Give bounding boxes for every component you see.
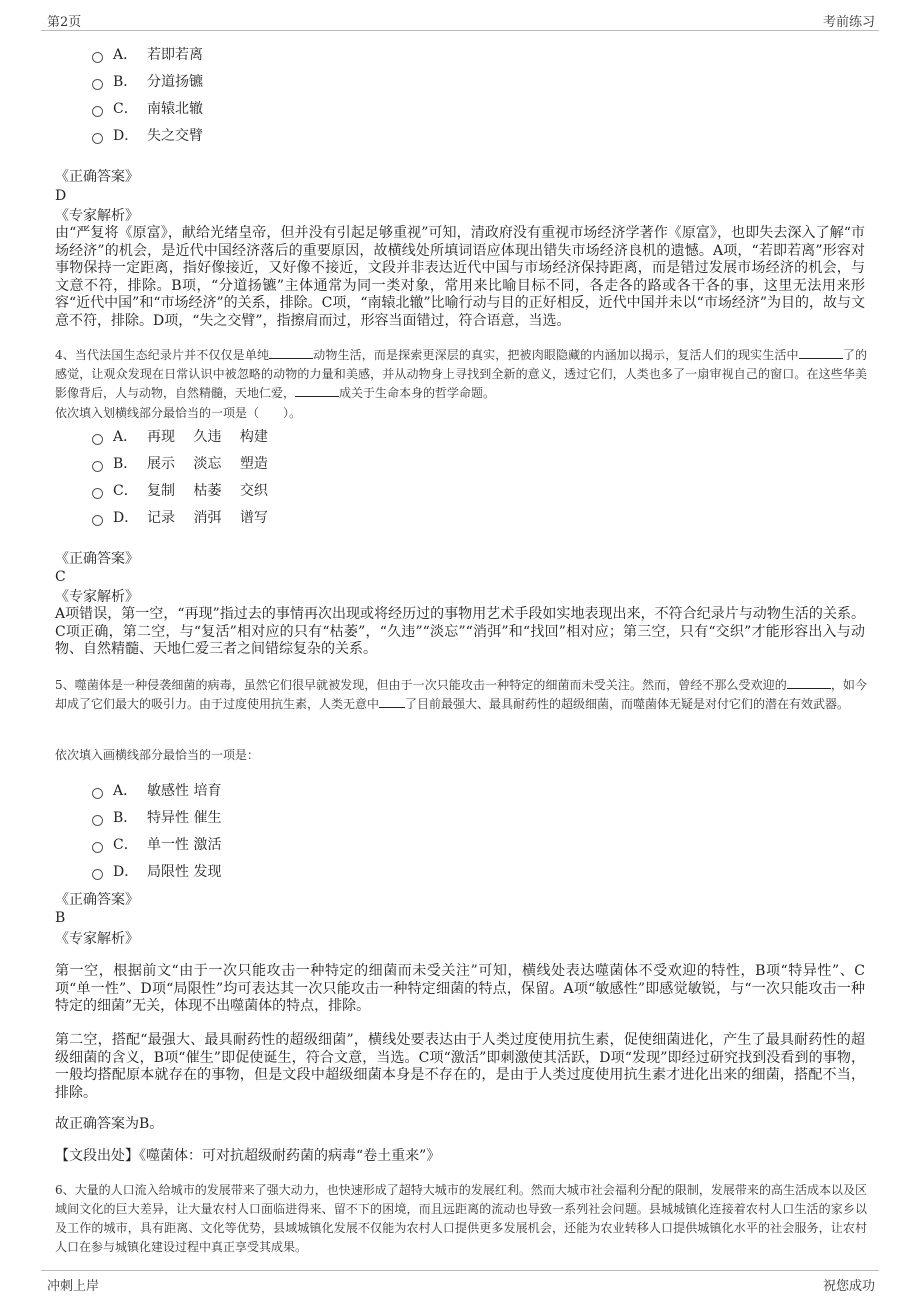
- header-title: 考前练习: [822, 15, 875, 30]
- radio-icon[interactable]: [92, 515, 103, 526]
- radio-icon[interactable]: [92, 434, 103, 445]
- radio-icon[interactable]: [92, 461, 103, 472]
- footer-right: 祝您成功: [822, 1279, 875, 1294]
- q4-option-c[interactable]: C． 复制 枯萎 交织: [92, 480, 268, 502]
- radio-icon[interactable]: [92, 815, 103, 826]
- q6-stem: 6、大量的人口流入给城市的发展带来了强大动力，也快速形成了超特大城市的发展红利。然而大城市社会福利分配的限制，发展带来的高生活成本以及区域间文化的巨大差异，让大量农村人口面临进得来、留不下的困境，而且远距离的流动也导致一系列社会问题。县城城镇化连接着农村人口生活的家乡以及工作的城市，具有距离、文化等优势，县域城镇化发展不仅能为农村人口提供更多发展机会，还能为农业转移人口提供城镇化水平的社会服务，让农村人口在参与城镇化建设过程中真正享受其成果。: [55, 1183, 867, 1254]
- q3-option-c[interactable]: C． 南辕北辙: [92, 98, 203, 120]
- radio-icon[interactable]: [92, 488, 103, 499]
- q4-option-d[interactable]: D． 记录 消弭 谱写: [92, 507, 268, 529]
- radio-icon[interactable]: [92, 133, 103, 144]
- q4-answer: C: [55, 569, 66, 585]
- q5-stem: 5、噬菌体是一种侵袭细菌的病毒，虽然它们很早就被发现，但由于一次只能攻击一种特定的细菌而未受关注。然而，曾经不那么受欢迎的 ，如今却成了它们最大的吸引力。由于过度使用抗生素，人类无意中 了目前最强大、最具耐药性的超级细菌，而噬菌体无疑是对付它们的潜在有效武器。: [55, 678, 867, 711]
- q3-answer: D: [55, 188, 67, 204]
- q5-option-a[interactable]: A． 敏感性 培育: [92, 780, 221, 802]
- q3-option-a[interactable]: A． 若即若离: [92, 44, 203, 66]
- page-header: [41, 8, 879, 31]
- q5-analysis-para-2: 第二空，搭配“最强大、最具耐药性的超级细菌”，横线处要表达由于人类过度使用抗生素，促使细菌进化，产生了最具耐药性的超级细菌的含义，B项“催生”即促使诞生，符合文意，当选。C项“激活”即刺激使其活跃，D项“发现”即经过研究找到没看到的事物，一般均搭配原本就存在的事物，但是文段中超级细菌本身是不存在的，是由于人类过度使用抗生素才进化出来的细菌，搭配不当，排除。: [55, 1032, 865, 1101]
- blank-line: [295, 384, 339, 397]
- radio-icon[interactable]: [92, 52, 103, 63]
- q5-prompt: 依次填入画横线部分最恰当的一项是：: [55, 748, 260, 762]
- q4-option-a[interactable]: A． 再现 久违 构建: [92, 426, 268, 448]
- q5-option-b[interactable]: B． 特异性 催生: [92, 807, 221, 829]
- q5-source: 【文段出处】《噬菌体：可对抗超级耐药菌的病毒“卷土重来”》: [55, 1148, 441, 1164]
- radio-icon[interactable]: [92, 869, 103, 880]
- q5-option-c[interactable]: C． 单一性 激活: [92, 834, 221, 856]
- radio-icon[interactable]: [92, 106, 103, 117]
- q5-option-d[interactable]: D． 局限性 发现: [92, 861, 221, 883]
- q4-stem: 4、当代法国生态纪录片并不仅仅是单纯 动物生活，而是探索更深层的真实，把被肉眼隐藏的内涵加以揭示，复活人们的现实生活中 了的感觉，让观众发现在日常认识中被忽略的动物的力量和美感，并从动物身上寻找到全新的意义，透过它们，人类也多了一扇审视自己的窗口。在这些华美影像背后，人与动物，自然精髓，天地仁爱， 成关于生命本身的哲学命题。: [55, 348, 867, 400]
- q5-conclusion: 故正确答案为B。: [55, 1116, 164, 1132]
- q4-prompt: 依次填入划横线部分最恰当的一项是（ ）。: [55, 406, 302, 420]
- q3-option-d[interactable]: D． 失之交臂: [92, 125, 203, 147]
- radio-icon[interactable]: [92, 842, 103, 853]
- blank-line: [269, 346, 313, 359]
- q5-analysis-para-1: 第一空，根据前文“由于一次只能攻击一种特定的细菌而未受关注”可知，横线处表达噬菌体不受欢迎的特性，B项“特异性”、C项“单一性”、D项“局限性”均可表达其一次只能攻击一种特定细菌的特点，保留。A项“敏感性”即感觉敏锐，与“一次只能攻击一种特定的细菌”无关，体现不出噬菌体的特点，排除。: [55, 963, 865, 1014]
- q4-analysis-label: 《专家解析》: [55, 589, 139, 605]
- blank-line: [787, 676, 831, 689]
- q5-answer-label: 《正确答案》: [55, 892, 139, 908]
- q3-answer-label: 《正确答案》: [55, 169, 139, 185]
- q5-analysis-label: 《专家解析》: [55, 931, 139, 947]
- q3-analysis: 由“严复将《原富》，献给光绪皇帝，但并没有引起足够重视”可知，清政府没有重视市场经济学著作《原富》，也即失去深入了解“市场经济”的机会，是近代中国经济落后的重要原因，故横线处所填词语应体现出错失市场经济良机的遗憾。A项，“若即若离”形容对事物保持一定距离，指好像接近，又好像不接近，文段并非表达近代中国与市场经济保持距离，而是错过发展市场经济的机会，与文意不符，排除。B项，“分道扬镳”主体通常为同一类对象，常用来比喻目标不同，各走各的路或各干各的事，这里无法用来形容“近代中国”和“市场经济”的关系，排除。C项，“南辕北辙”比喻行动与目的正好相反，近代中国并未以“市场经济”为目的，故与文意不符，排除。D项，“失之交臂”，指擦肩而过，形容当面错过，符合语意，当选。: [55, 225, 865, 329]
- q4-answer-label: 《正确答案》: [55, 551, 139, 567]
- page-footer: [41, 1270, 879, 1293]
- footer-left: 冲刺上岸: [47, 1279, 100, 1294]
- q3-analysis-label: 《专家解析》: [55, 208, 139, 224]
- blank-line: [379, 695, 405, 708]
- q3-option-b[interactable]: B． 分道扬镳: [92, 71, 203, 93]
- page-number: 第2页: [47, 15, 82, 30]
- radio-icon[interactable]: [92, 788, 103, 799]
- q4-option-b[interactable]: B． 展示 淡忘 塑造: [92, 453, 268, 475]
- q5-answer: B: [55, 910, 66, 926]
- q4-analysis: A项错误，第一空，“再现”指过去的事情再次出现或将经历过的事物用艺术手段如实地表现出来，不符合纪录片与动物生活的关系。C项正确，第二空，与“复活”相对应的只有“枯萎”，“久违”“淡忘”“消弭”和“找回”相对应；第三空，只有“交织”才能形容出入与动物、自然精髓、天地仁爱三者之间错综复杂的关系。: [55, 606, 865, 657]
- blank-line: [799, 346, 843, 359]
- radio-icon[interactable]: [92, 79, 103, 90]
